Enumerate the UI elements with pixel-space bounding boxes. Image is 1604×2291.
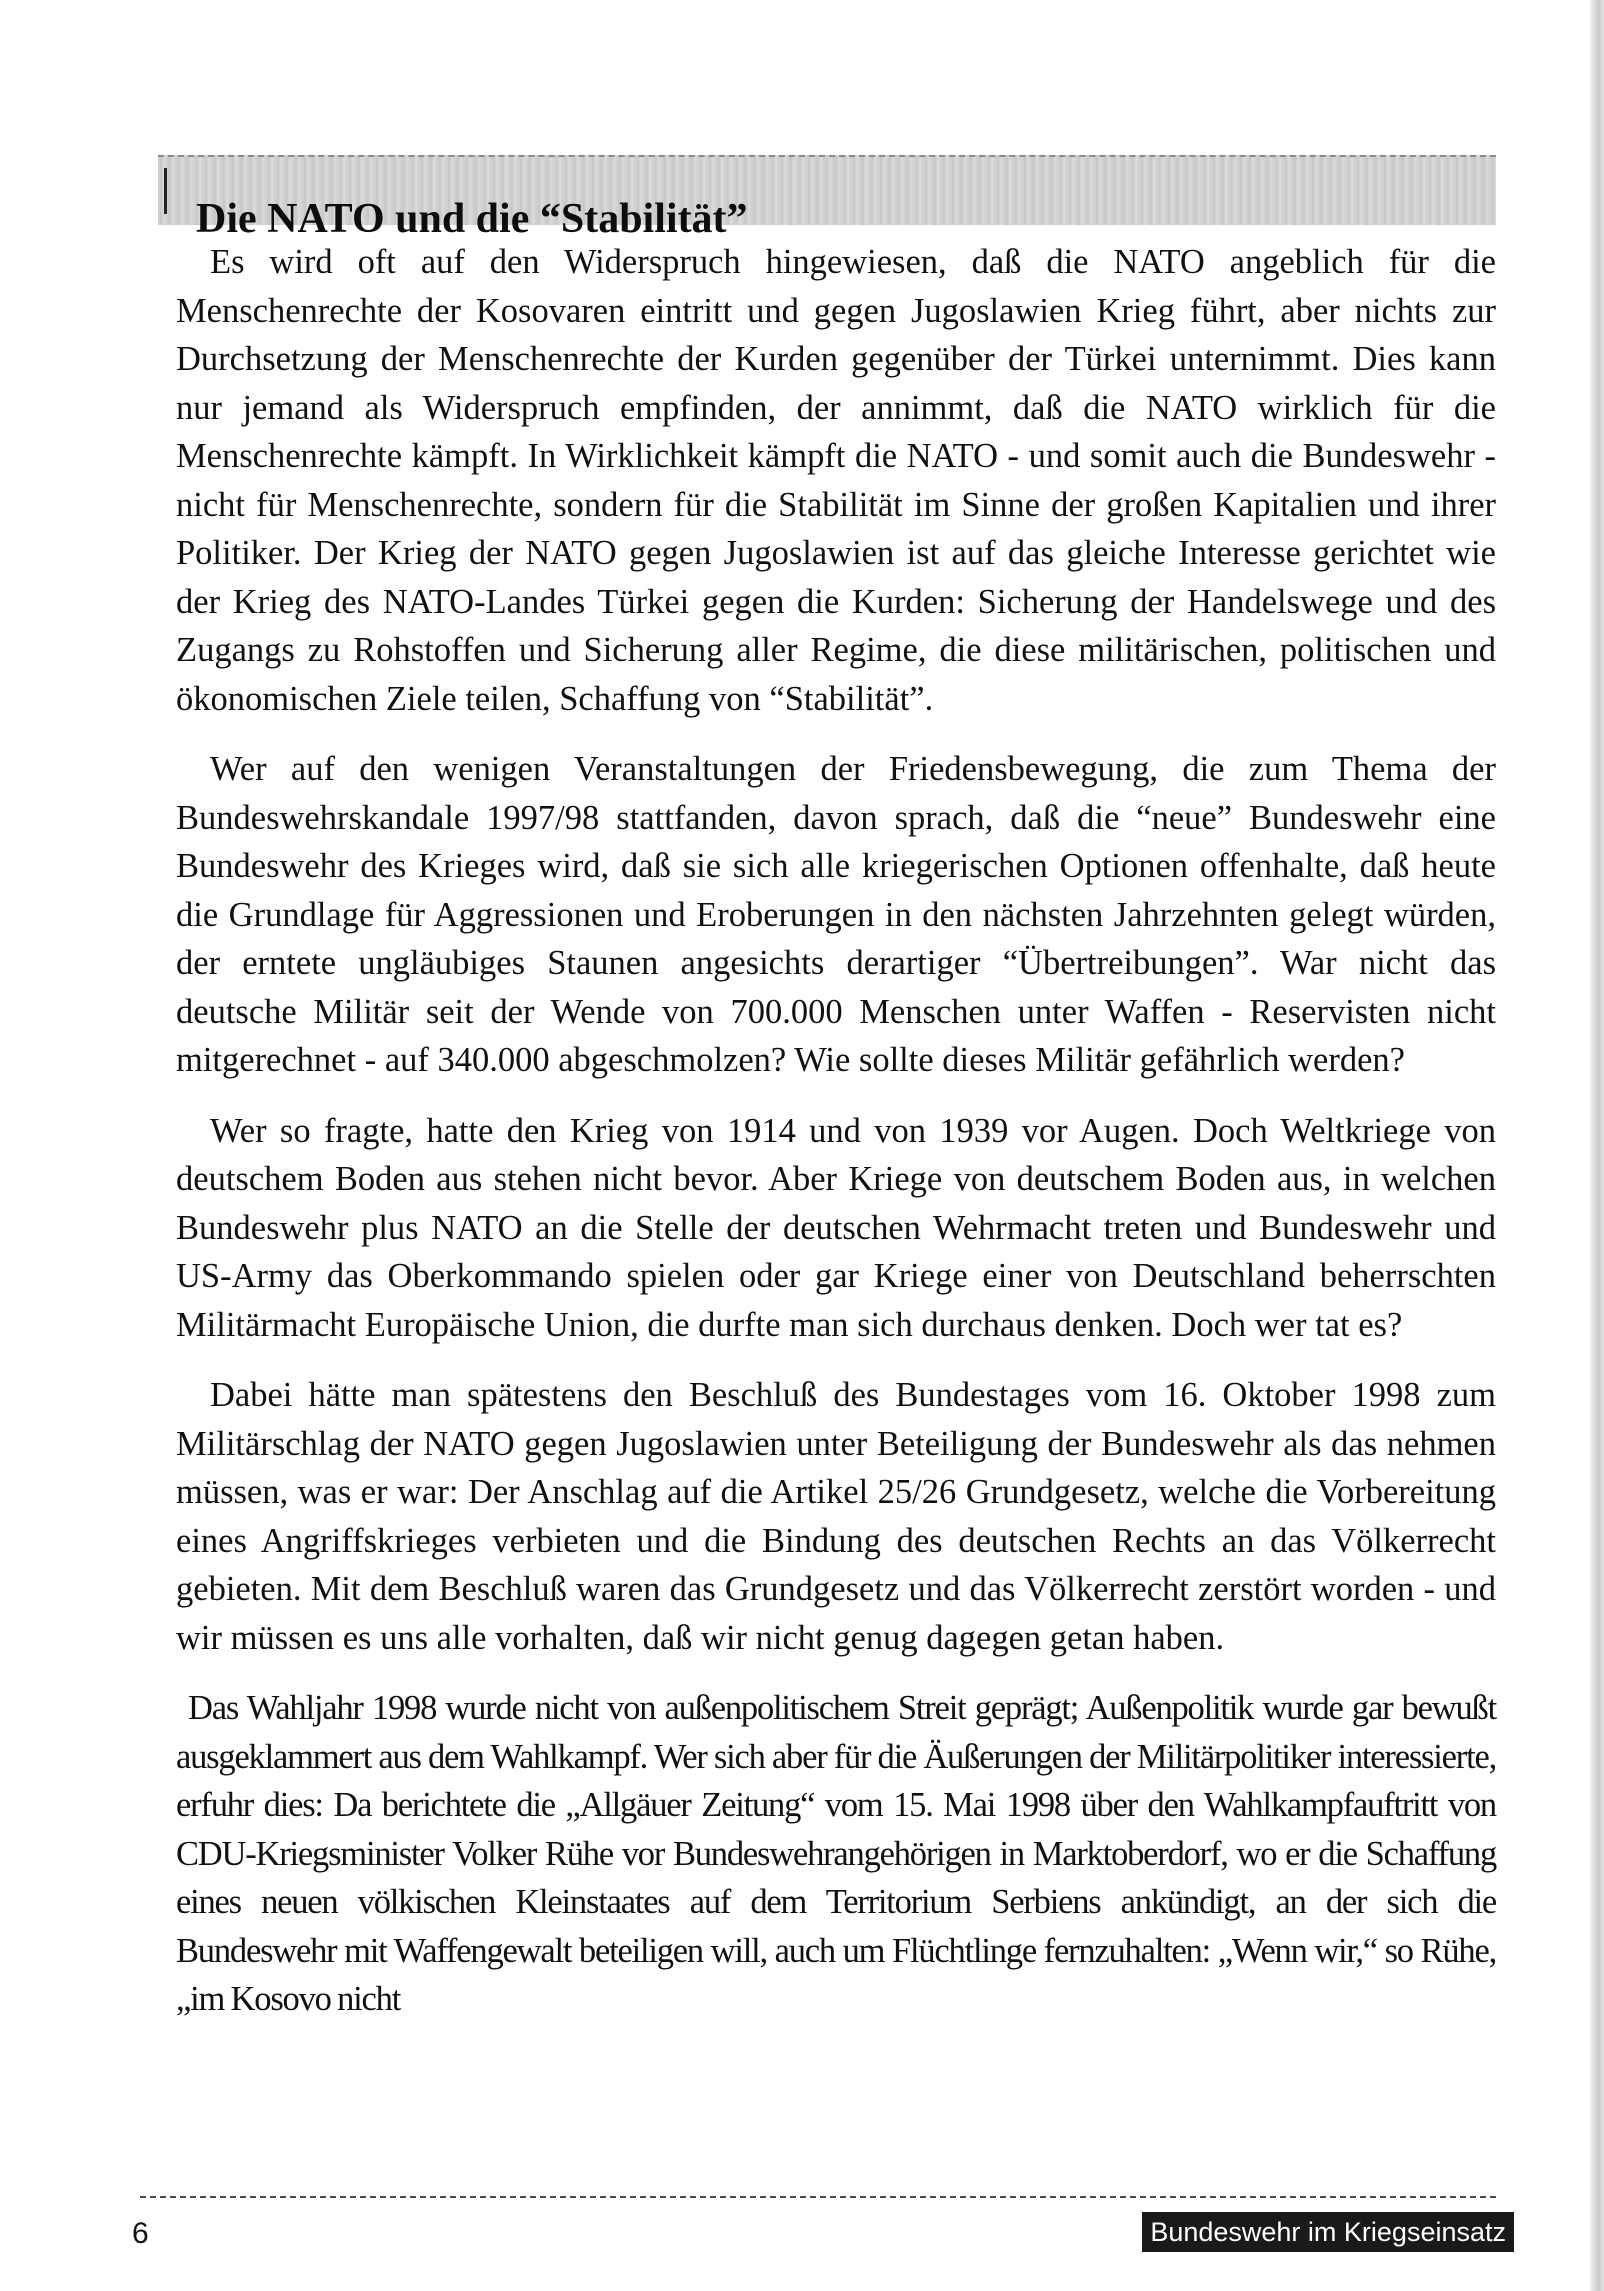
- section-heading: Die NATO und die “Stabilität”: [196, 196, 748, 243]
- article-body: [176, 238, 1496, 2046]
- heading-marker: [164, 168, 167, 214]
- paragraph-5: Das Wahljahr 1998 wurde nicht von außenpolitischem Streit geprägt; Außenpolitik wurde gar bewußt ausgeklammert aus dem Wahlkampf. Wer sich aber für die Äußerungen der Militärpolitiker interessierte, erfuhr dies: Da berichtete die „Allgäuer Zeitung“ vom 15. Mai 1998 über den Wahlkampfauftritt von CDU-Kriegsminister Volker Rühe vor Bundeswehrangehörigen in Marktoberdorf, wo er die Schaffung eines neuen völkischen Kleinstaates auf dem Territorium Serbiens ankündigt, an der sich die Bundeswehr mit Waffengewalt beteiligen will, auch um Flüchtlinge fernzuhalten: „Wenn wir,“ so Rühe, „im Kosovo nicht: [176, 1689, 1496, 2018]
- footer-rule: [140, 2196, 1496, 2198]
- paragraph-1: Es wird oft auf den Widerspruch hingewiesen, daß die NATO angeblich für die Menschenrechte der Kosovaren eintritt und gegen Jugoslawien Krieg führt, aber nichts zur Durchsetzung der Menschenrechte der Kurden gegenüber der Türkei unternimmt. Dies kann nur jemand als Widerspruch empfinden, der annimmt, daß die NATO wirklich für die Menschenrechte kämpft. In Wirklichkeit kämpft die NATO - und somit auch die Bundeswehr - nicht für Menschenrechte, sondern für die Stabilität im Sinne der großen Kapitalien und ihrer Politiker. Der Krieg der NATO gegen Jugoslawien ist auf das gleiche Interesse gerichtet wie der Krieg des NATO-Landes Türkei gegen die Kurden: Sicherung der Handelswege und des Zugangs zu Rohstoffen und Sicherung aller Regime, die diese militärischen, politischen und ökonomischen Ziele teilen, Schaffung von “Stabilität”.: [176, 243, 1496, 718]
- paragraph-4: Dabei hätte man spätestens den Beschluß des Bundestages vom 16. Oktober 1998 zum Militärschlag der NATO gegen Jugoslawien unter Beteiligung der Bundeswehr als das nehmen müssen, was er war: Der Anschlag auf die Artikel 25/26 Grundgesetz, welche die Vorbereitung eines Angriffskrieges verbieten und die Bindung des deutschen Rechts an das Völkerrecht gebieten. Mit dem Beschluß waren das Grundgesetz und das Völkerrecht zerstört worden - und wir müssen es uns alle vorhalten, daß wir nicht genug dagegen getan haben.: [176, 1376, 1496, 1657]
- paragraph-2: Wer auf den wenigen Veranstaltungen der Friedensbewegung, die zum Thema der Bundeswehrskandale 1997/98 stattfanden, davon sprach, daß die “neue” Bundeswehr eine Bundeswehr des Krieges wird, daß sie sich alle kriegerischen Optionen offenhalte, daß heute die Grundlage für Aggressionen und Eroberungen in den nächsten Jahrzehnten gelegt würden, der erntete ungläubiges Staunen angesichts derartiger “Übertreibungen”. War nicht das deutsche Militär seit der Wende von 700.000 Menschen unter Waffen - Reservisten nicht mitgerechnet - auf 340.000 abgeschmolzen? Wie sollte dieses Militär gefährlich werden?: [176, 750, 1496, 1079]
- paragraph-3: Wer so fragte, hatte den Krieg von 1914 und von 1939 vor Augen. Doch Weltkriege von deutschem Boden aus stehen nicht bevor. Aber Kriege von deutschem Boden aus, in welchen Bundeswehr plus NATO an die Stelle der deutschen Wehrmacht treten und Bundeswehr und US-Army das Oberkommando spielen oder gar Kriege einer von Deutschland beherrschten Militärmacht Europäische Union, die durfte man sich durchaus denken. Doch wer tat es?: [176, 1111, 1496, 1344]
- page-edge-shadow: [1590, 0, 1604, 2291]
- series-title: Bundeswehr im Kriegseinsatz: [1142, 2212, 1514, 2252]
- page-number: 6: [132, 2217, 149, 2250]
